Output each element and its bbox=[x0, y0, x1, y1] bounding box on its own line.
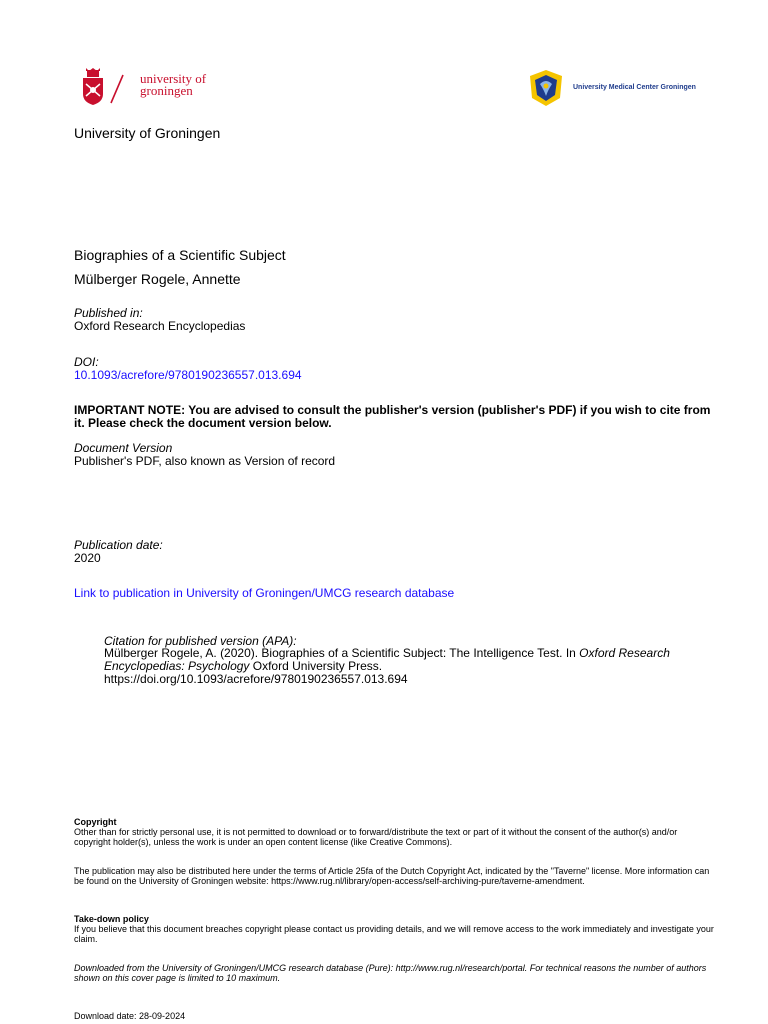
institution-name: University of Groningen bbox=[74, 125, 221, 141]
document-title: Biographies of a Scientific Subject bbox=[74, 247, 286, 263]
citation-publisher: Oxford University Press. bbox=[249, 659, 383, 673]
citation-journal: Oxford Research Encyclopedias: Psychology bbox=[104, 646, 670, 673]
rug-shield-icon bbox=[80, 68, 106, 106]
rug-logo-line1: university of bbox=[140, 71, 207, 86]
citation-label: Citation for published version (APA): bbox=[104, 634, 297, 648]
umcg-logo-text: University Medical Center Groningen bbox=[573, 84, 696, 91]
published-in-value: Oxford Research Encyclopedias bbox=[74, 319, 246, 333]
download-date: Download date: 28-09-2024 bbox=[74, 1011, 186, 1021]
slash-divider-icon bbox=[110, 74, 124, 104]
rug-logo-line2: groningen bbox=[140, 83, 193, 98]
copyright-body: Other than for strictly personal use, it is not permitted to download or to forward/distribute the text or part of it without the consent of the author(s) and/or copyright holder(s), unless the work is under an open content license (like Creative Commons). bbox=[74, 827, 678, 847]
takedown-heading: Take-down policy bbox=[74, 914, 149, 924]
citation-body bbox=[104, 647, 724, 686]
copyright-heading: Copyright bbox=[74, 817, 117, 827]
database-link[interactable]: Link to publication in University of Groningen/UMCG research database bbox=[74, 586, 455, 600]
taverne-notice: The publication may also be distributed here under the terms of Article 25fa of the Dutch Copyright Act, indicated by the "Taverne" license. More information can be found on the University of Groningen website: https://www.rug.nl/library/open-access/self-archiving-pure/taverne-amendment. bbox=[74, 866, 710, 886]
rug-logo-text bbox=[140, 73, 206, 97]
umcg-emblem-icon bbox=[526, 68, 566, 108]
document-version-value: Publisher's PDF, also known as Version of record bbox=[74, 454, 336, 468]
important-note: IMPORTANT NOTE: You are advised to consult the publisher's version (publisher's PDF) if you wish to cite from it. Please check the document version below. bbox=[74, 403, 711, 430]
downloaded-from-notice: Downloaded from the University of Groningen/UMCG research database (Pure): http://www.rug.nl/research/portal. For technical reasons the number of authors shown on this cover page is limited to 10 maximum. bbox=[74, 963, 707, 983]
author-name: Mülberger Rogele, Annette bbox=[74, 271, 241, 287]
citation-text: Mülberger Rogele, A. (2020). Biographies of a Scientific Subject: The Intelligence Test. In bbox=[104, 646, 580, 660]
university-of-groningen-logo bbox=[80, 68, 230, 108]
publication-date-label: Publication date: bbox=[74, 538, 163, 552]
doi-label: DOI: bbox=[74, 355, 99, 369]
takedown-body: If you believe that this document breaches copyright please contact us providing details, and we will remove access to the work immediately and investigate your claim. bbox=[74, 924, 714, 944]
document-version-label: Document Version bbox=[74, 441, 173, 455]
umcg-logo bbox=[526, 68, 706, 110]
citation-url[interactable]: https://doi.org/10.1093/acrefore/9780190236557.013.694 bbox=[104, 672, 408, 686]
published-in-label: Published in: bbox=[74, 306, 143, 320]
publication-date-value: 2020 bbox=[74, 551, 101, 565]
doi-link[interactable]: 10.1093/acrefore/9780190236557.013.694 bbox=[74, 368, 302, 382]
